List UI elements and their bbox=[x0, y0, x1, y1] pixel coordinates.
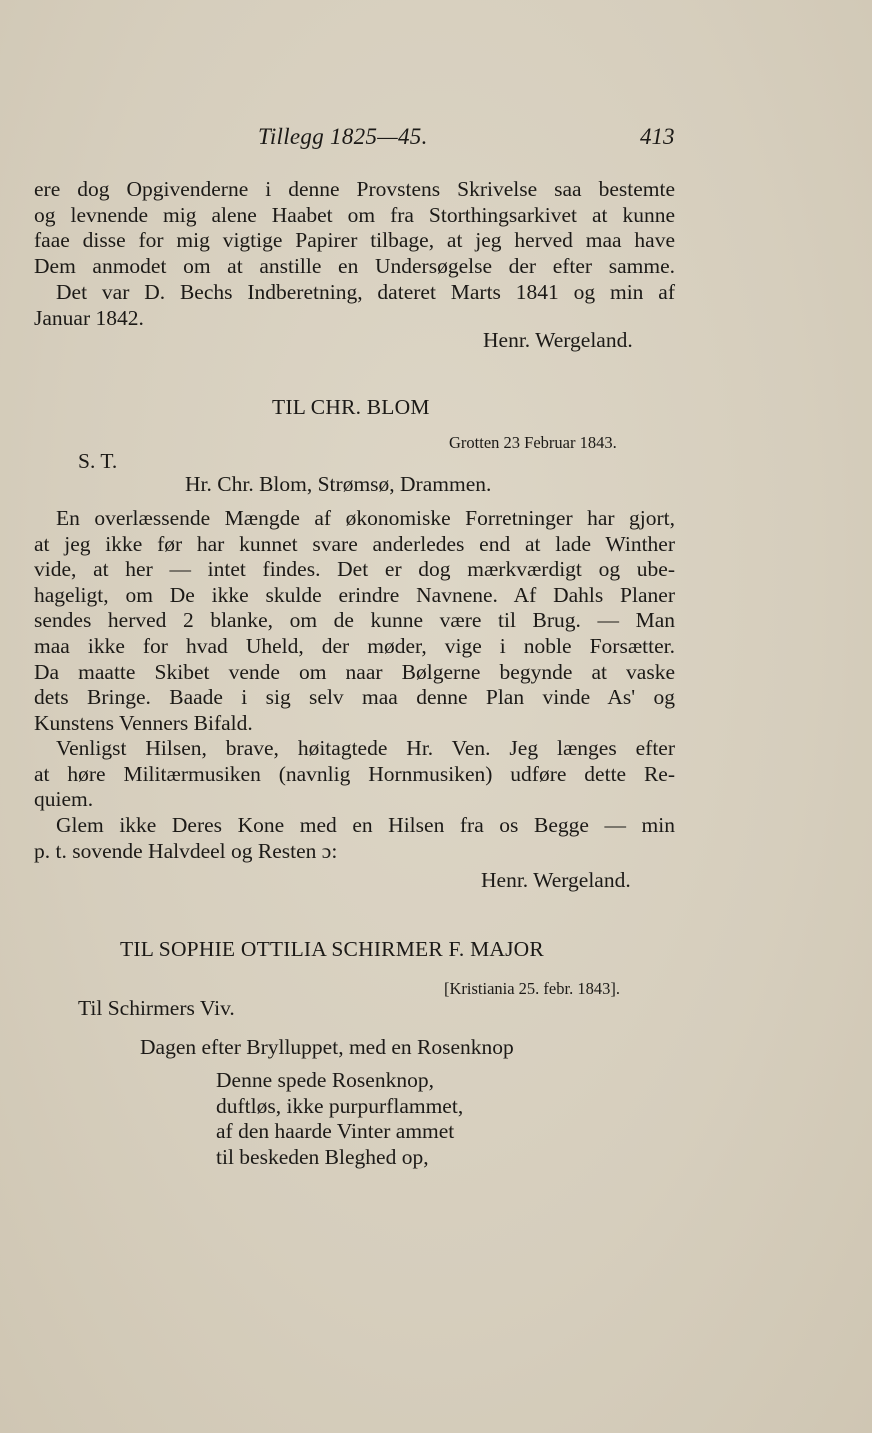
text-line: at høre Militærmusiken (navnlig Hornmusiken) udføre dette Re- bbox=[34, 761, 675, 786]
signature: Henr. Wergeland. bbox=[481, 868, 631, 892]
text-line: Januar 1842. bbox=[34, 305, 144, 330]
poem-line: duftløs, ikke purpurflammet, bbox=[216, 1093, 464, 1118]
text-line: sendes herved 2 blanke, om de kunne være til Brug. — Man bbox=[34, 608, 675, 633]
letter-date: Grotten 23 Februar 1843. bbox=[449, 433, 617, 452]
letter-heading: TIL CHR. BLOM bbox=[272, 395, 430, 419]
paragraph-greeting bbox=[34, 736, 675, 813]
text-line: Da maatte Skibet vende om naar Bølgerne begynde at vaske bbox=[34, 659, 675, 684]
poem-line: af den haarde Vinter ammet bbox=[216, 1119, 455, 1144]
letter-heading: TIL SOPHIE OTTILIA SCHIRMER F. MAJOR bbox=[120, 937, 544, 961]
text-line: ere dog Opgivenderne i denne Provstens Skrivelse saa bestemte bbox=[34, 177, 675, 201]
page-number: 413 bbox=[640, 124, 675, 149]
running-header-title: Tillegg 1825—45. bbox=[258, 124, 428, 149]
text-line: Det var D. Bechs Indberetning, dateret Marts 1841 og min af bbox=[56, 280, 675, 304]
poem-line: til beskeden Bleghed op, bbox=[216, 1144, 429, 1169]
text-line: Kunstens Venners Bifald. bbox=[34, 710, 253, 735]
signature: Henr. Wergeland. bbox=[483, 328, 633, 352]
letter-addressee: Hr. Chr. Blom, Strømsø, Drammen. bbox=[185, 472, 492, 496]
poem-stanza bbox=[216, 1068, 463, 1170]
text-line: p. t. sovende Halvdeel og Resten ɔ: bbox=[34, 838, 338, 863]
poem-title: Dagen efter Brylluppet, med en Rosenknop bbox=[140, 1035, 514, 1059]
letter-salutation: S. T. bbox=[78, 449, 118, 473]
text-line: En overlæssende Mængde af økonomiske Forretninger har gjort, bbox=[56, 506, 675, 530]
letter-date: [Kristiania 25. febr. 1843]. bbox=[444, 979, 620, 998]
text-line: Dem anmodet om at anstille en Undersøgelse der efter samme. bbox=[34, 253, 675, 278]
letter-salutation: Til Schirmers Viv. bbox=[78, 996, 235, 1020]
paragraph-bech-report bbox=[34, 280, 675, 331]
text-line: faae disse for mig vigtige Papirer tilbage, at jeg herved maa have bbox=[34, 228, 675, 253]
paragraph-continuation bbox=[34, 177, 675, 279]
poem-line: Denne spede Rosenknop, bbox=[216, 1068, 434, 1092]
text-line: Venligst Hilsen, brave, høitagtede Hr. Ven. Jeg længes efter bbox=[56, 736, 675, 760]
text-line: maa ikke for hvad Uheld, der møder, vige i noble Forsætter. bbox=[34, 633, 675, 658]
text-line: Glem ikke Deres Kone med en Hilsen fra os Begge — min bbox=[56, 813, 675, 837]
text-line: quiem. bbox=[34, 787, 94, 812]
text-line: at jeg ikke før har kunnet svare anderledes end at lade Winther bbox=[34, 531, 675, 556]
text-line: vide, at her — intet findes. Det er dog mærkværdigt og ube- bbox=[34, 557, 675, 582]
text-line: dets Bringe. Baade i sig selv maa denne Plan vinde As' og bbox=[34, 685, 675, 710]
paragraph-letter-body bbox=[34, 506, 675, 736]
text-line: hageligt, om De ikke skulde erindre Navnene. Af Dahls Planer bbox=[34, 582, 675, 607]
text-line: og levnende mig alene Haabet om fra Storthingsarkivet at kunne bbox=[34, 202, 675, 227]
paragraph-closing bbox=[34, 813, 675, 864]
